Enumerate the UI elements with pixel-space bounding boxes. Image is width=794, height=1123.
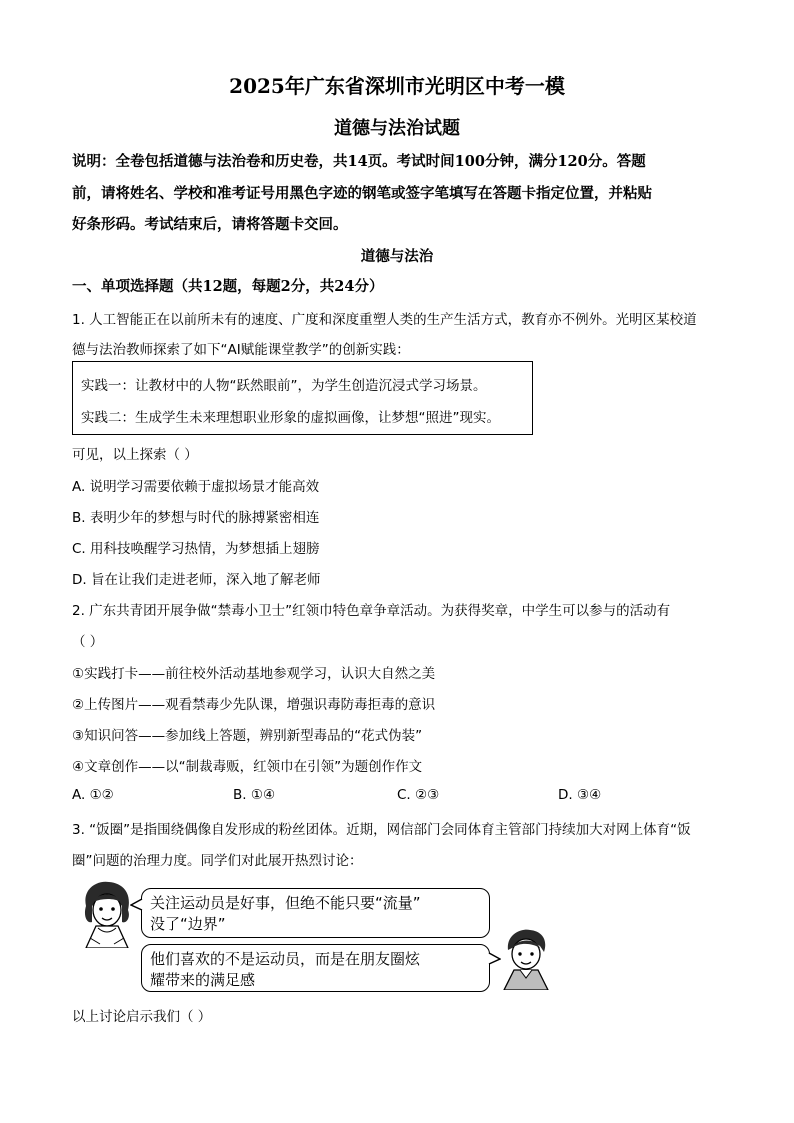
boy-student-illustration bbox=[498, 926, 552, 990]
bubble1-tail bbox=[130, 898, 144, 912]
q3-prompt: 以上讨论启示我们（ ） bbox=[72, 1009, 212, 1025]
q1-option-a[interactable]: A. 说明学习需要依赖于虚拟场景才能高效 bbox=[72, 479, 320, 495]
q2-option-b[interactable]: B. ①④ bbox=[233, 787, 276, 803]
q1-box-line-2: 实践二：生成学生未来理想职业形象的虚拟画像，让梦想“照进”现实。 bbox=[81, 410, 500, 426]
notice-line-1: 说明：全卷包括道德与法治卷和历史卷，共14页。考试时间100分钟，满分120分。答题 bbox=[72, 153, 646, 170]
section-heading: 一、单项选择题（共12题，每题2分，共24分） bbox=[72, 278, 384, 295]
q1-prompt: 可见，以上探索（ ） bbox=[72, 447, 198, 463]
q2-option-c[interactable]: C. ②③ bbox=[397, 787, 440, 803]
q2-item-2: ②上传图片——观看禁毒少先队课，增强识毒防毒拒毒的意识 bbox=[72, 697, 436, 713]
q2-item-4: ④文章创作——以“制裁毒贩，红领巾在引领”为题创作作文 bbox=[72, 759, 423, 775]
part-title: 道德与法治 bbox=[360, 248, 434, 265]
q1-option-c[interactable]: C. 用科技唤醒学习热情，为梦想插上翅膀 bbox=[72, 541, 320, 557]
bubble2-line-2: 耀带来的满足感 bbox=[150, 971, 256, 989]
exam-subtitle: 道德与法治试题 bbox=[334, 118, 460, 139]
q1-practice-box bbox=[72, 361, 533, 435]
q2-stem-line-2: （ ） bbox=[72, 634, 104, 650]
speech-bubble-boy bbox=[141, 944, 490, 992]
q1-option-d[interactable]: D. 旨在让我们走进老师，深入地了解老师 bbox=[72, 572, 321, 588]
q3-stem-line-1: 3. “饭圈”是指围绕偶像自发形成的粉丝团体。近期，网信部门会同体育主管部门持续加大对网上体育“饭 bbox=[72, 822, 691, 838]
notice-line-2: 前，请将姓名、学校和准考证号用黑色字迹的钢笔或签字笔填写在答题卡指定位置，并粘贴 bbox=[72, 185, 652, 202]
exam-title: 2025年广东省深圳市光明区中考一模 bbox=[229, 74, 565, 98]
notice-line-3: 好条形码。考试结束后，请将答题卡交回。 bbox=[72, 216, 348, 233]
bubble1-line-1: 关注运动员是好事，但绝不能只要“流量” bbox=[150, 894, 421, 912]
q1-box-line-1: 实践一：让教材中的人物“跃然眼前”，为学生创造沉浸式学习场景。 bbox=[81, 378, 487, 394]
q2-stem-line-1: 2. 广东共青团开展争做“禁毒小卫士”红领巾特色章争章活动。为获得奖章，中学生可以参与的活动有 bbox=[72, 603, 671, 619]
bubble2-line-1: 他们喜欢的不是运动员，而是在朋友圈炫 bbox=[150, 950, 421, 968]
q2-item-3: ③知识问答——参加线上答题，辨别新型毒品的“花式伪装” bbox=[72, 728, 423, 744]
q2-item-1: ①实践打卡——前往校外活动基地参观学习，认识大自然之美 bbox=[72, 666, 436, 682]
bubble1-line-2: 没了“边界” bbox=[150, 915, 226, 933]
q1-option-b[interactable]: B. 表明少年的梦想与时代的脉搏紧密相连 bbox=[72, 510, 320, 526]
girl-student-illustration bbox=[76, 878, 138, 948]
q2-option-d[interactable]: D. ③④ bbox=[558, 787, 602, 803]
q3-stem-line-2: 圈”问题的治理力度。同学们对此展开热烈讨论： bbox=[72, 853, 363, 869]
q1-stem-line-2: 德与法治教师探索了如下“AI赋能课堂教学”的创新实践： bbox=[72, 342, 410, 358]
q1-stem-line-1: 1. 人工智能正在以前所未有的速度、广度和深度重塑人类的生产生活方式，教育亦不例外。光明区某校道 bbox=[72, 312, 697, 328]
speech-bubble-girl bbox=[141, 888, 490, 938]
q2-option-a[interactable]: A. ①② bbox=[72, 787, 114, 803]
